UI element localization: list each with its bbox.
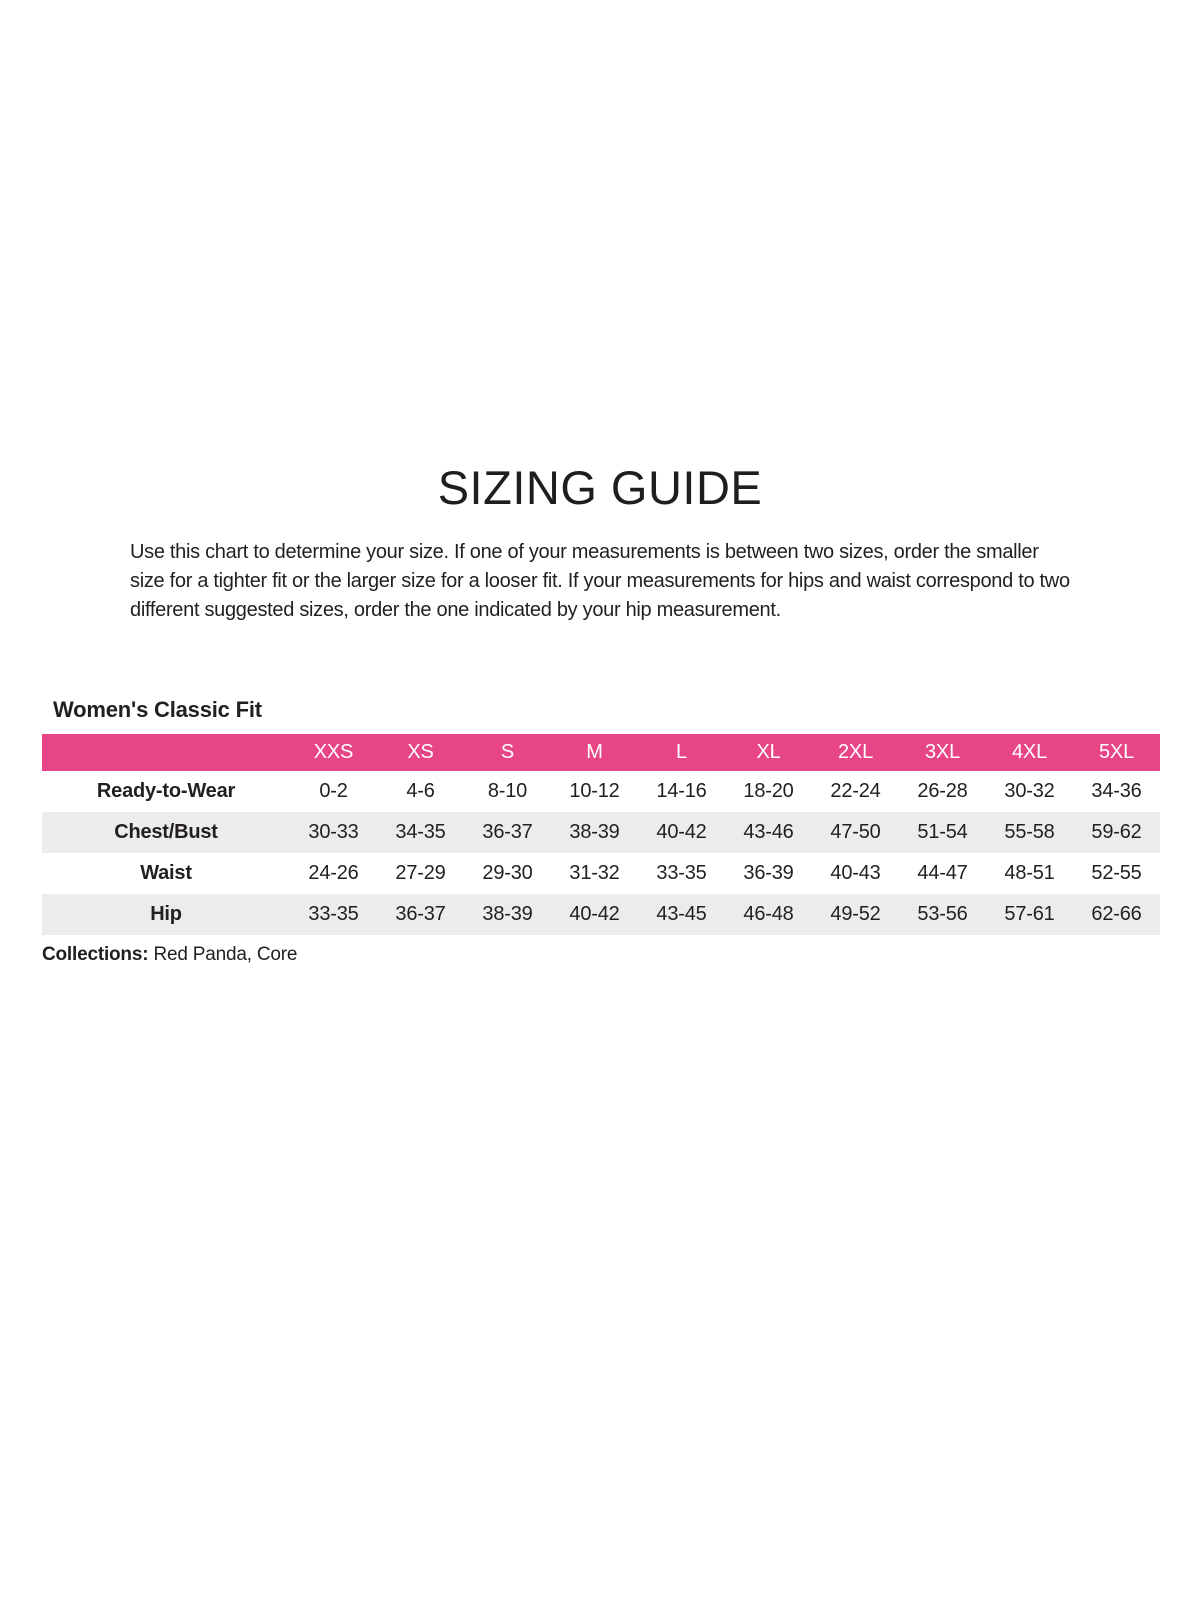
size-cell: 22-24 — [830, 779, 881, 802]
size-cell: 51-54 — [917, 820, 968, 843]
collections-value: Red Panda, Core — [153, 943, 298, 965]
size-header-row — [42, 734, 1160, 771]
row-label: Hip — [150, 902, 182, 925]
table-row-hip — [42, 894, 1160, 935]
collections-label: Collections: — [42, 943, 149, 965]
size-cell: 34-35 — [395, 820, 446, 843]
size-column-header-m: M — [551, 734, 638, 771]
page-title: SIZING GUIDE — [437, 461, 763, 514]
size-column-header-2xl: 2XL — [812, 734, 899, 771]
size-cell: 57-61 — [1004, 902, 1055, 925]
size-cell: 29-30 — [482, 861, 533, 884]
size-cell: 55-58 — [1004, 820, 1055, 843]
size-cell: 48-51 — [1004, 861, 1055, 884]
size-cell: 38-39 — [569, 820, 620, 843]
size-table — [42, 734, 1160, 935]
size-column-header-xs: XS — [377, 734, 464, 771]
table-row-waist — [42, 853, 1160, 894]
size-cell: 4-6 — [406, 779, 435, 802]
size-column-header-xxs: XXS — [290, 734, 377, 771]
size-cell: 31-32 — [569, 861, 620, 884]
size-cell: 18-20 — [743, 779, 794, 802]
size-cell: 33-35 — [308, 902, 359, 925]
size-cell: 30-32 — [1004, 779, 1055, 802]
size-column-header-s: S — [464, 734, 551, 771]
size-column-header-l: L — [638, 734, 725, 771]
row-label: Ready-to-Wear — [96, 779, 236, 802]
table-row-ready-to-wear — [42, 771, 1160, 812]
size-cell: 43-46 — [743, 820, 794, 843]
size-cell: 26-28 — [917, 779, 968, 802]
size-cell: 24-26 — [308, 861, 359, 884]
size-cell: 34-36 — [1091, 779, 1142, 802]
size-cell: 40-42 — [656, 820, 707, 843]
section-title: Women's Classic Fit — [53, 696, 262, 722]
size-cell: 36-37 — [482, 820, 533, 843]
intro-paragraph: Use this chart to determine your size. If one of your measurements is between two sizes, order the smaller size for a tighter fit or the larger size for a looser fit. If your measurements for hips and waist correspond to two different suggested sizes, order the one indicated by your hip measurement. — [130, 540, 1070, 621]
size-cell: 62-66 — [1091, 902, 1142, 925]
size-cell: 30-33 — [308, 820, 359, 843]
size-cell: 36-39 — [743, 861, 794, 884]
size-cell: 44-47 — [917, 861, 968, 884]
size-column-header-5xl: 5XL — [1073, 734, 1160, 771]
row-label: Waist — [140, 861, 192, 884]
size-cell: 0-2 — [319, 779, 348, 802]
size-cell: 59-62 — [1091, 820, 1142, 843]
size-cell: 27-29 — [395, 861, 446, 884]
size-column-header-xl: XL — [725, 734, 812, 771]
size-cell: 10-12 — [569, 779, 620, 802]
size-cell: 40-43 — [830, 861, 881, 884]
size-cell: 40-42 — [569, 902, 620, 925]
size-cell: 33-35 — [656, 861, 707, 884]
size-cell: 52-55 — [1091, 861, 1142, 884]
size-cell: 46-48 — [743, 902, 794, 925]
size-cell: 36-37 — [395, 902, 446, 925]
size-cell: 43-45 — [656, 902, 707, 925]
size-column-header-3xl: 3XL — [899, 734, 986, 771]
collections-line — [42, 944, 1200, 966]
table-row-chest-bust — [42, 812, 1160, 853]
size-cell: 38-39 — [482, 902, 533, 925]
size-cell: 49-52 — [830, 902, 881, 925]
size-cell: 8-10 — [487, 779, 528, 802]
header-empty-cell — [42, 734, 290, 771]
row-label: Chest/Bust — [114, 820, 218, 843]
size-cell: 53-56 — [917, 902, 968, 925]
size-cell: 47-50 — [830, 820, 881, 843]
size-cell: 14-16 — [656, 779, 707, 802]
size-column-header-4xl: 4XL — [986, 734, 1073, 771]
